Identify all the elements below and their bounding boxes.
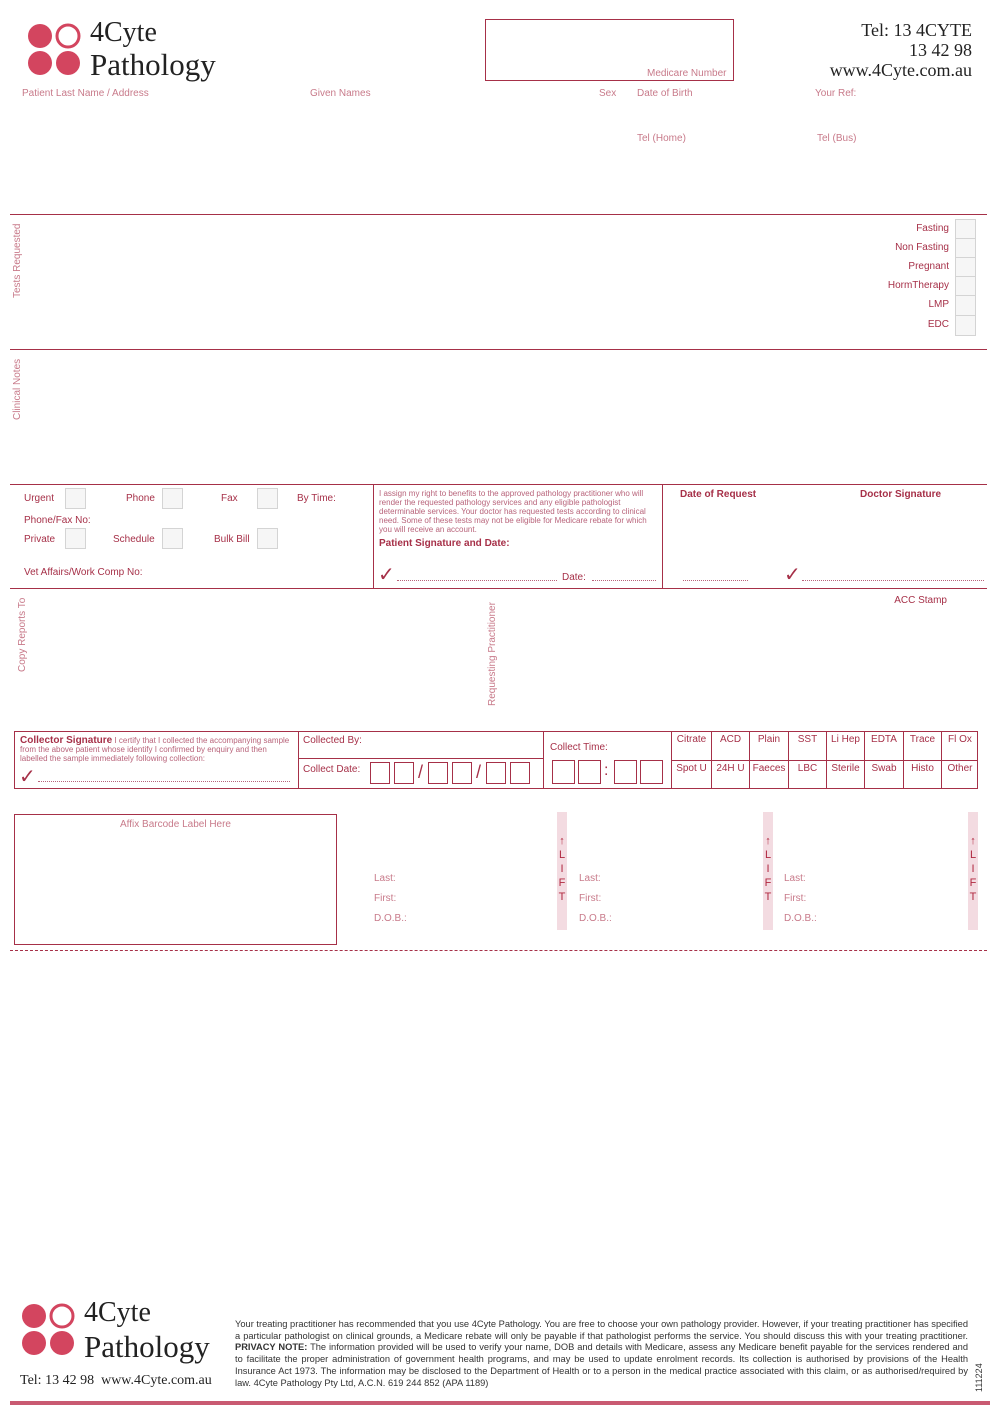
option-lmp-checkbox[interactable] <box>955 295 976 316</box>
collector-signature-line[interactable] <box>38 781 290 782</box>
clinical-notes-label: Clinical Notes <box>12 358 23 420</box>
option-lmp-label: LMP <box>928 299 949 310</box>
lift-arrow-icon: ↑ <box>559 835 565 847</box>
brand-name-line2: Pathology <box>90 47 216 82</box>
footer-text-part2: The information provided will be used to verify your name, DOB and details with Medicare, assess any Medicare benefit payable for the services rendered and to facilitate the proper administration of government health programs, and may be used to update enrolment records. Its collection is authorised by provisions of the Health Insurance Act 1973. The information may be disclosed to the Department of Health or to a person in the medical practice associated with this claim, or as authorised/required by law. 4Cyte Pathology Pty Ltd, A.C.N. 619 244 852 (APA 1189) <box>235 1342 968 1388</box>
collect-date-label: Collect Date: <box>303 764 361 775</box>
footer-brand-line2: Pathology <box>84 1329 210 1364</box>
footer-bottom-bar <box>10 1401 990 1405</box>
collect-time-min-2[interactable] <box>640 760 663 784</box>
doctor-signature-tick-icon: ✓ <box>784 564 801 586</box>
tube-spot-u[interactable]: Spot U <box>676 763 707 774</box>
option-edc-label: EDC <box>927 319 949 330</box>
tube-acd[interactable]: ACD <box>719 734 742 745</box>
given-names-label: Given Names <box>310 88 371 99</box>
option-hormtherapy-label: HormTherapy <box>887 280 949 291</box>
tube-sst[interactable]: SST <box>797 734 818 745</box>
tube-sterile[interactable]: Sterile <box>831 763 860 774</box>
collect-date-sep-2: / <box>476 762 482 782</box>
lift-letter: I <box>971 863 975 875</box>
requesting-practitioner-area[interactable] <box>505 595 875 720</box>
tube-other[interactable]: Other <box>947 763 973 774</box>
footer-brand-line1: 4Cyte <box>84 1297 151 1328</box>
lift-letter: T <box>764 891 772 903</box>
option-pregnant-checkbox[interactable] <box>955 257 976 278</box>
lift-letter: I <box>560 863 564 875</box>
collection-divider-1 <box>298 731 299 789</box>
collector-declaration <box>20 736 294 763</box>
lift-arrow-icon: ↑ <box>765 835 771 847</box>
option-pregnant-label: Pregnant <box>908 261 949 272</box>
tube-trace[interactable]: Trace <box>909 734 936 745</box>
label2-last: Last: <box>579 873 601 884</box>
collection-divider-2 <box>543 731 544 789</box>
footer-website: www.4Cyte.com.au <box>101 1373 212 1388</box>
fax-checkbox[interactable] <box>257 488 278 509</box>
collect-time-label: Collect Time: <box>550 742 608 753</box>
lift-tab-3[interactable] <box>968 812 978 930</box>
lift-letter: L <box>764 849 772 861</box>
footer-privacy-label: PRIVACY NOTE: <box>235 1342 308 1353</box>
doctor-signature-line[interactable] <box>802 580 984 581</box>
header-contact <box>830 20 972 80</box>
tear-line <box>10 950 987 951</box>
lift-tab-2[interactable] <box>763 812 773 930</box>
header-tel-number: 13 42 98 <box>909 40 972 60</box>
requesting-practitioner-label: Requesting Practitioner <box>487 602 498 706</box>
header-website: www.4Cyte.com.au <box>829 60 972 80</box>
brand-name-line1: 4Cyte <box>90 17 157 48</box>
collect-date-month-1[interactable] <box>428 762 448 784</box>
collector-declaration-text: I certify that I collected the accompanying sample from the above patient whose identify I confirmed by enquiry and then labelled the sample immediately following collection: <box>20 736 290 763</box>
lift-letter: L <box>558 849 566 861</box>
label3-dob: D.O.B.: <box>784 913 817 924</box>
assignment-text: I assign my right to benefits to the approved pathology practitioner who will render the requested pathology services and any eligible pathologist determinable services. Your doctor has requested tests according to clinical need. Some of these tests may not be eligible for Medicare rebate for which you will receive an account. <box>379 489 647 534</box>
patient-signature-label: Patient Signature and Date: <box>379 538 510 549</box>
collect-date-sep-1: / <box>418 762 424 782</box>
phone-label: Phone <box>126 493 155 504</box>
patient-date-line[interactable] <box>592 580 656 581</box>
doctor-signature-label: Doctor Signature <box>860 489 942 500</box>
tests-requested-area[interactable] <box>20 218 870 346</box>
tube-lbc[interactable]: LBC <box>797 763 818 774</box>
collector-signature-tick-icon: ✓ <box>19 766 36 788</box>
tube-swab[interactable]: Swab <box>871 763 897 774</box>
label2-dob: D.O.B.: <box>579 913 612 924</box>
divider-clinical-top <box>10 349 987 350</box>
fax-label: Fax <box>221 493 238 504</box>
tests-requested-label: Tests Requested <box>12 223 23 298</box>
lift-letter: T <box>969 891 977 903</box>
vet-affairs-label: Vet Affairs/Work Comp No: <box>24 567 143 578</box>
date-of-request-line[interactable] <box>683 580 748 581</box>
collect-time-min-1[interactable] <box>614 760 637 784</box>
tube-24h-u[interactable]: 24H U <box>716 763 745 774</box>
schedule-checkbox[interactable] <box>162 528 183 549</box>
collect-date-day-2[interactable] <box>394 762 414 784</box>
bulk-bill-checkbox[interactable] <box>257 528 278 549</box>
by-time-label: By Time: <box>297 493 336 504</box>
footer-logo-icon <box>20 1302 78 1358</box>
tube-fl-ox[interactable]: Fl Ox <box>948 734 972 745</box>
lift-letter: I <box>766 863 770 875</box>
lift-letter: F <box>764 877 772 889</box>
your-ref-label: Your Ref: <box>815 88 857 99</box>
tube-citrate[interactable]: Citrate <box>676 734 707 745</box>
barcode-label-box[interactable] <box>14 814 337 945</box>
collect-date-month-2[interactable] <box>452 762 472 784</box>
header-tel: Tel: 13 4CYTE <box>861 20 972 40</box>
option-non-fasting-label: Non Fasting <box>895 242 949 253</box>
tel-bus-label: Tel (Bus) <box>817 133 857 144</box>
tube-li-hep[interactable]: Li Hep <box>831 734 860 745</box>
tube-plain[interactable]: Plain <box>757 734 781 745</box>
urgent-checkbox[interactable] <box>65 488 86 509</box>
tube-grid-mid <box>671 760 978 761</box>
divider-billing-bottom <box>10 588 987 589</box>
footer-tel: Tel: 13 42 98 <box>20 1373 95 1388</box>
brand-logo-icon <box>26 22 84 78</box>
divider-tests-top <box>10 214 987 215</box>
divider-billing-v1 <box>373 484 374 589</box>
label1-first: First: <box>374 893 397 904</box>
divider-billing-top <box>10 484 987 485</box>
tube-histo[interactable]: Histo <box>911 763 934 774</box>
collect-time-sep: : <box>604 762 609 779</box>
tel-home-label: Tel (Home) <box>637 133 686 144</box>
label1-last: Last: <box>374 873 396 884</box>
lift-tab-1[interactable] <box>557 812 567 930</box>
label1-dob: D.O.B.: <box>374 913 407 924</box>
copy-reports-to-label: Copy Reports To <box>17 597 28 672</box>
footer-text-part1: Your treating practitioner has recommended that you use 4Cyte Pathology. You are free to choose your own pathology provider. However, if your treating practitioner has specified a particular pathologist on clinical grounds, a Medicare rebate will only be payable if that pathologist performs the service. You should discuss this with your treating practitioner. <box>235 1319 968 1341</box>
patient-signature-line[interactable] <box>397 580 557 581</box>
lift-letter: F <box>558 877 566 889</box>
acc-stamp-label: ACC Stamp <box>894 595 947 606</box>
tube-faeces[interactable]: Faeces <box>752 763 786 774</box>
patient-signature-tick-icon: ✓ <box>378 564 395 586</box>
private-checkbox[interactable] <box>65 528 86 549</box>
collection-divider-h <box>298 758 543 759</box>
option-hormtherapy-checkbox[interactable] <box>955 276 976 297</box>
collect-date-day-1[interactable] <box>370 762 390 784</box>
footer-contact <box>20 1373 212 1389</box>
patient-date-label: Date: <box>562 572 586 583</box>
option-fasting-checkbox[interactable] <box>955 219 976 240</box>
copy-reports-area[interactable] <box>32 595 472 720</box>
schedule-label: Schedule <box>113 534 155 545</box>
footer-form-code: 111224 <box>974 1363 984 1392</box>
urgent-label: Urgent <box>24 493 55 504</box>
label3-first: First: <box>784 893 807 904</box>
affix-barcode-label: Affix Barcode Label Here <box>120 819 231 830</box>
collect-time-hour-2[interactable] <box>578 760 601 784</box>
dob-label: Date of Birth <box>637 88 693 99</box>
lift-letter: T <box>558 891 566 903</box>
phone-fax-no-label: Phone/Fax No: <box>24 515 91 526</box>
option-fasting-label: Fasting <box>916 223 949 234</box>
date-of-request-label: Date of Request <box>680 489 757 500</box>
collected-by-label: Collected By: <box>303 735 362 746</box>
footer-privacy-text <box>235 1319 968 1389</box>
tube-edta[interactable]: EDTA <box>871 734 897 745</box>
lift-letter: F <box>969 877 977 889</box>
phone-checkbox[interactable] <box>162 488 183 509</box>
medicare-number-label: Medicare Number <box>647 68 727 79</box>
option-edc-checkbox[interactable] <box>955 315 976 336</box>
collector-signature-title: Collector Signature <box>20 735 113 746</box>
lift-arrow-icon: ↑ <box>970 835 976 847</box>
lift-letter: L <box>969 849 977 861</box>
bulk-bill-label: Bulk Bill <box>214 534 250 545</box>
sex-label: Sex <box>599 88 617 99</box>
label3-last: Last: <box>784 873 806 884</box>
private-label: Private <box>24 534 56 545</box>
patient-last-name-label: Patient Last Name / Address <box>22 88 149 99</box>
collect-date-year-2[interactable] <box>510 762 530 784</box>
option-non-fasting-checkbox[interactable] <box>955 238 976 259</box>
label2-first: First: <box>579 893 602 904</box>
clinical-notes-area[interactable] <box>20 353 980 481</box>
divider-billing-v2 <box>662 484 663 589</box>
collect-date-year-1[interactable] <box>486 762 506 784</box>
collect-time-hour-1[interactable] <box>552 760 575 784</box>
